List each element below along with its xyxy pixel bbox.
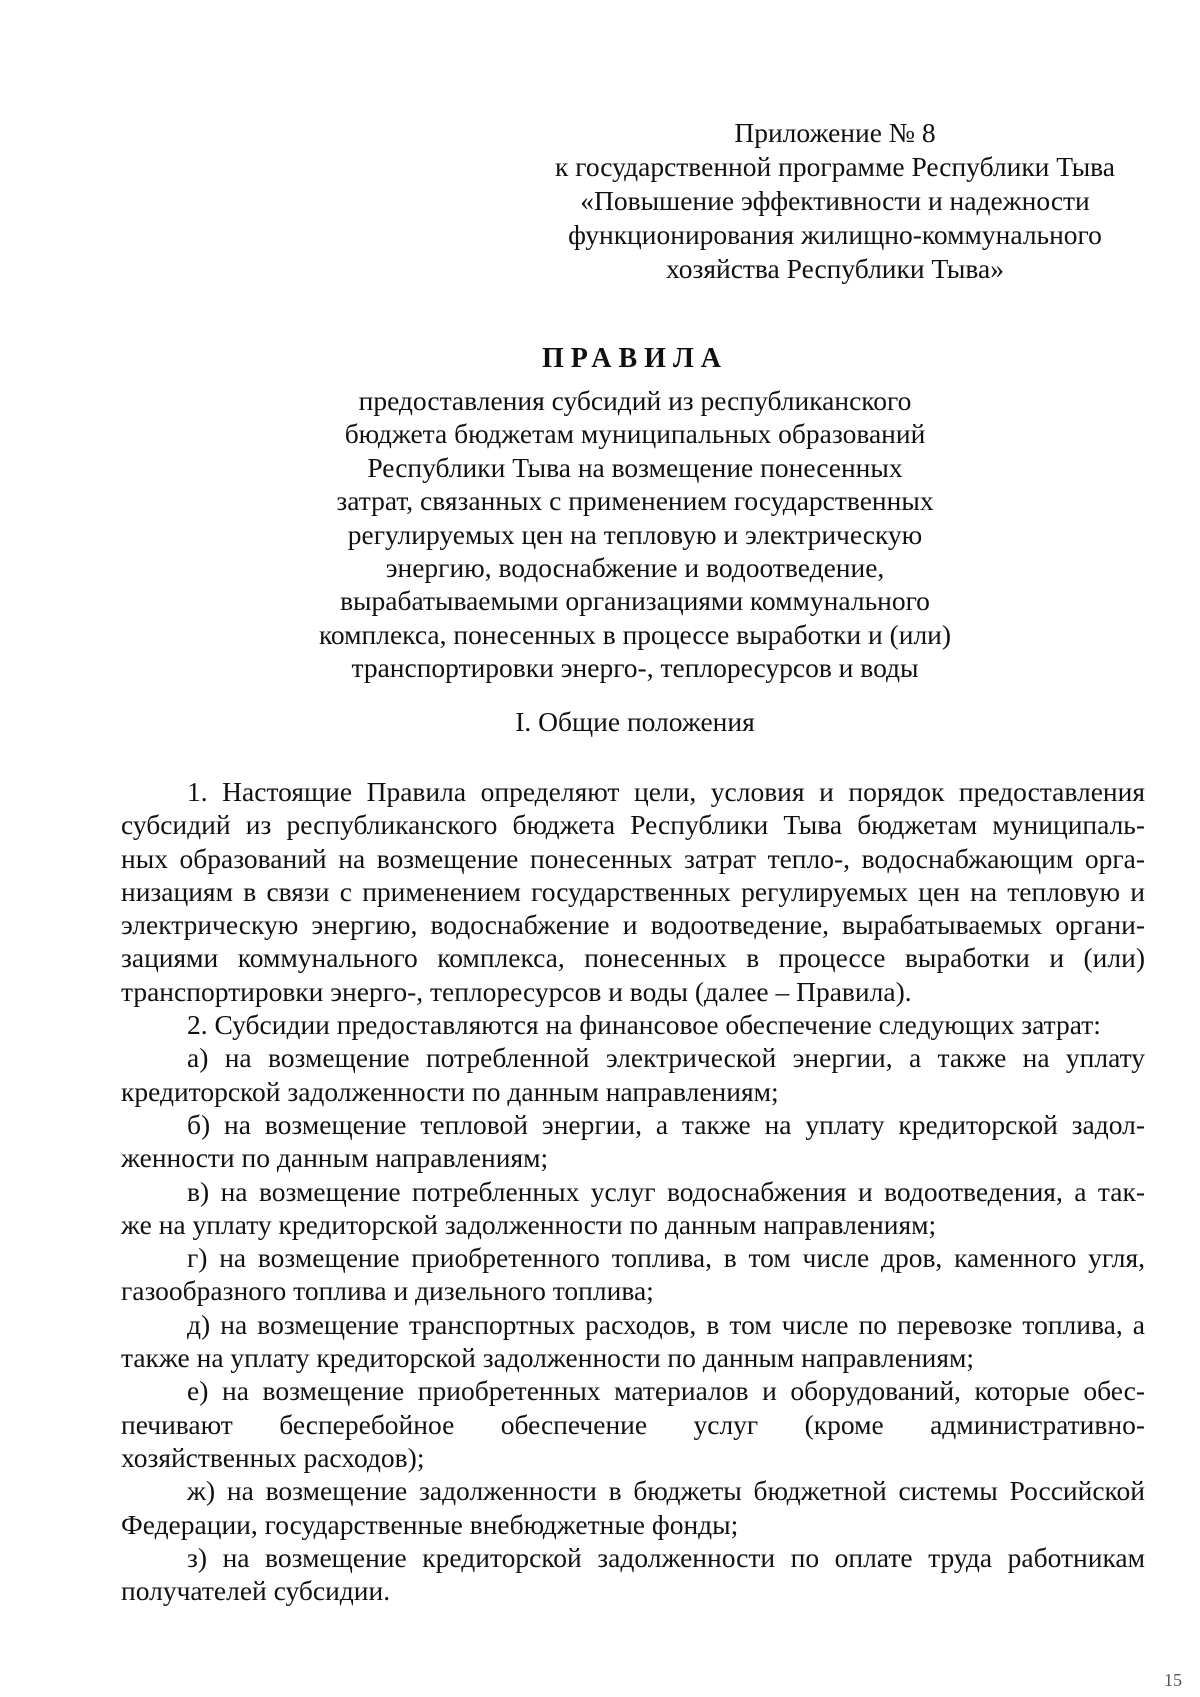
paragraph-line: з) на возмещение кредиторской задолженности по оплате труда работникам: [187, 1541, 1145, 1573]
page-number: 15: [1164, 1670, 1182, 1690]
appendix-line: «Повышение эффективности и надежности: [580, 185, 1090, 216]
paragraph-line: получателей субсидии.: [121, 1575, 391, 1607]
document-body: [121, 775, 1145, 1607]
paragraph: [121, 1041, 1145, 1108]
paragraph-line: 1. Настоящие Правила определяют цели, условия и порядок предоставления: [187, 776, 1145, 807]
paragraph-line: в) на возмещение потребленных услуг водоснабжения и водоотведения, а так-: [187, 1175, 1145, 1207]
subtitle-line: бюджета бюджетам муниципальных образований: [344, 418, 926, 450]
subtitle-line: затрат, связанных с применением государственных: [336, 485, 934, 517]
document-title: ПРАВИЛА: [541, 343, 729, 374]
paragraph-line: б) на возмещение тепловой энергии, а также на уплату кредиторской задол-: [187, 1108, 1145, 1140]
paragraph-line: электрическую энергию, водоснабжение и водоотведение, вырабатываемых органи-: [121, 909, 1145, 941]
appendix-line: хозяйства Республики Тыва»: [666, 253, 1004, 284]
paragraph: [121, 1374, 1145, 1474]
paragraph-line: Федерации, государственные внебюджетные фонды;: [121, 1508, 739, 1540]
paragraph-line: зациями коммунального комплекса, понесенных в процессе выработки и (или): [121, 942, 1145, 974]
paragraph-line: д) на возмещение транспортных расходов, в том числе по перевозке топлива, а: [187, 1308, 1145, 1340]
appendix-line: функционирования жилищно-коммунального: [568, 219, 1102, 250]
paragraph: [121, 1175, 1145, 1242]
paragraph-line: е) на возмещение приобретенных материалов и оборудований, которые обес-: [187, 1375, 1145, 1407]
paragraph-line: хозяйственных расходов);: [121, 1441, 425, 1473]
paragraph-line: газообразного топлива и дизельного топлива;: [121, 1275, 654, 1307]
paragraph: [121, 1474, 1145, 1541]
paragraph-line: также на уплату кредиторской задолженности по данным направлениям;: [121, 1342, 975, 1374]
paragraph-line: печивают бесперебойное обеспечение услуг (кроме административно-: [121, 1408, 1145, 1440]
paragraph-line: г) на возмещение приобретенного топлива, в том числе дров, каменного угля,: [187, 1242, 1145, 1274]
subtitle-line: комплекса, понесенных в процессе выработки и (или): [318, 618, 952, 650]
subtitle-line: вырабатываемыми организациями коммунального: [340, 585, 930, 617]
paragraph-line: кредиторской задолженности по данным направлениям;: [121, 1075, 779, 1107]
subtitle-line: транспортировки энерго-, теплоресурсов и воды: [351, 652, 919, 684]
paragraph-line: ж) на возмещение задолженности в бюджеты бюджетной системы Российской: [187, 1475, 1145, 1507]
document-subtitle: [0, 384, 1200, 685]
appendix-header: [555, 116, 1115, 286]
section-heading: I. Общие положения: [515, 706, 755, 737]
paragraph: [121, 1308, 1145, 1375]
appendix-line: Приложение № 8: [734, 117, 936, 148]
paragraph: [121, 1541, 1145, 1608]
paragraph: [121, 775, 1145, 1008]
subtitle-line: регулируемых цен на тепловую и электрическую: [347, 518, 923, 550]
paragraph: [121, 1008, 1145, 1041]
paragraph-line: субсидий из республиканского бюджета Республики Тыва бюджетам муниципаль-: [121, 809, 1145, 841]
paragraph-line: низациям в связи с применением государственных регулируемых цен на тепловую и: [121, 875, 1145, 907]
paragraph: [121, 1108, 1145, 1175]
subtitle-line: Республики Тыва на возмещение понесенных: [367, 451, 903, 483]
paragraph-line: женности по данным направлениям;: [121, 1142, 549, 1174]
paragraph-line: а) на возмещение потребленной электрической энергии, а также на уплату: [187, 1042, 1145, 1074]
paragraph-line: же на уплату кредиторской задолженности по данным направлениям;: [121, 1208, 937, 1240]
paragraph-line: транспортировки энерго-, теплоресурсов и воды (далее – Правила).: [121, 975, 912, 1007]
paragraph-line: ных образований на возмещение понесенных затрат тепло-, водоснабжающим орга-: [121, 842, 1145, 874]
subtitle-line: предоставления субсидий из республиканского: [358, 385, 912, 416]
paragraph-line: 2. Субсидии предоставляются на финансовое обеспечение следующих затрат:: [187, 1009, 1101, 1041]
subtitle-line: энергию, водоснабжение и водоотведение,: [385, 552, 885, 584]
paragraph: [121, 1241, 1145, 1308]
appendix-line: к государственной программе Республики Тыва: [555, 151, 1116, 182]
